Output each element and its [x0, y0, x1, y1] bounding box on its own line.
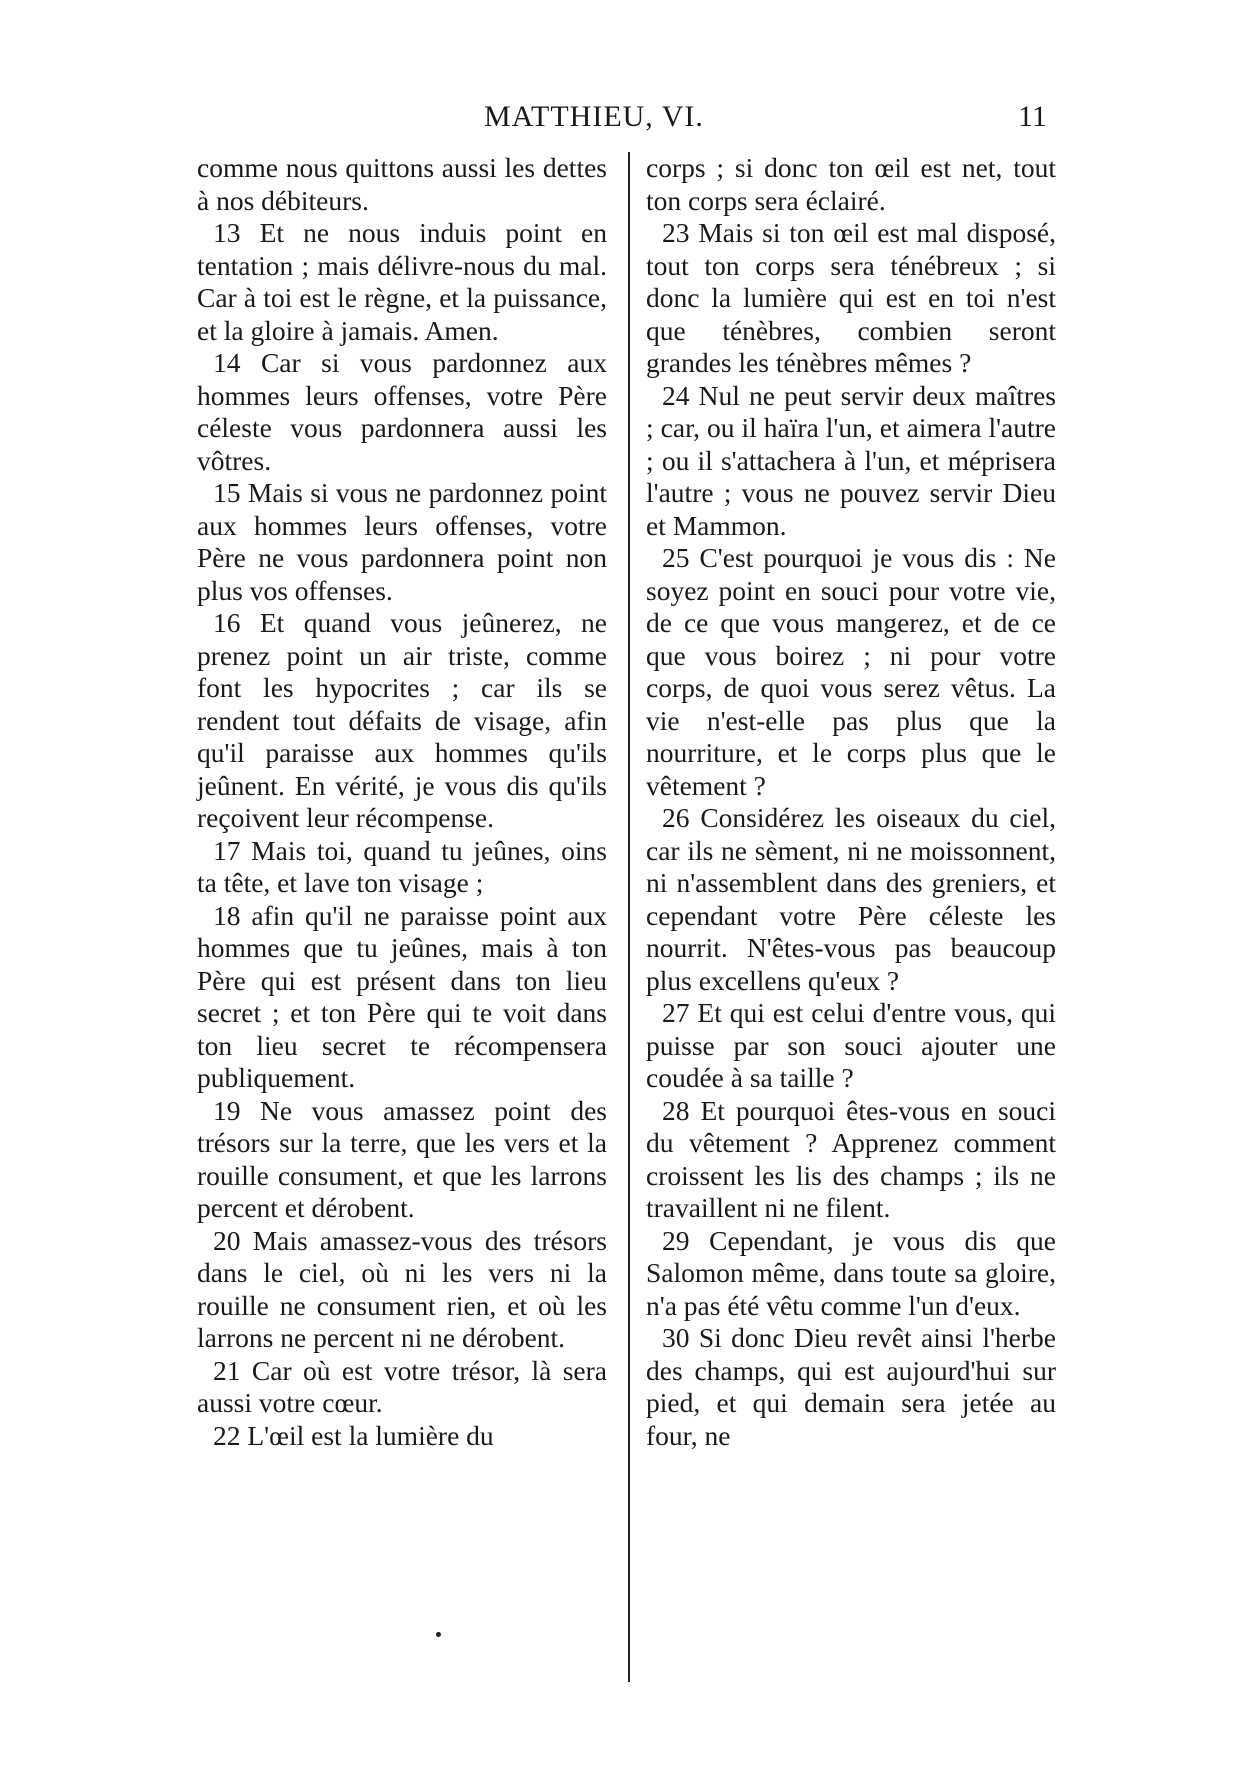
verse-25: 25 C'est pourquoi je vous dis : Ne soyez point en souci pour votre vie, de ce que vous mangerez, et de ce que vous boirez ; ni pour votre corps, de quoi vous serez vêtus. La vie n'est-elle pas plus que la nourriture, et le corps plus que le vêtement ?	[646, 542, 1056, 801]
verse-21: 21 Car où est votre trésor, là sera aussi votre cœur.	[197, 1354, 607, 1418]
verse-23: 23 Mais si ton œil est mal disposé, tout ton corps sera ténébreux ; si donc la lumière qui est en toi n'est que ténèbres, combien seront grandes les ténèbres mêmes ?	[646, 217, 1056, 378]
right-column	[646, 152, 1056, 1452]
verse-20: 20 Mais amassez-vous des trésors dans le ciel, où ni les vers ni la rouille ne consument rien, et où les larrons ne percent ni ne dérobent.	[197, 1224, 607, 1353]
running-header	[0, 100, 1259, 140]
verse-13: 13 Et ne nous induis point en tentation ; mais délivre-nous du mal. Car à toi est le règne, et la puissance, et la gloire à jamais. Amen.	[197, 217, 607, 346]
verse-30-start: 30 Si donc Dieu revêt ainsi l'herbe des champs, qui est aujourd'hui sur pied, et qui demain sera jetée au four, ne	[646, 1322, 1056, 1451]
verse-19: 19 Ne vous amassez point des trésors sur la terre, que les vers et la rouille consument, et que les larrons percent et dérobent.	[197, 1094, 607, 1223]
verse-12-end: comme nous quittons aussi les dettes à nos débiteurs.	[197, 152, 607, 216]
verse-22-end: corps ; si donc ton œil est net, tout ton corps sera éclairé.	[646, 152, 1056, 216]
verse-27: 27 Et qui est celui d'entre vous, qui puisse par son souci ajouter une coudée à sa taille ?	[646, 997, 1056, 1093]
column-divider	[628, 152, 630, 1682]
verse-16: 16 Et quand vous jeûnerez, ne prenez point un air triste, comme font les hypocrites ; car ils se rendent tout défaits de visage, afin qu'il paraisse aux hommes qu'ils jeûnent. En vérité, je vous dis qu'ils reçoivent leur récompense.	[197, 607, 607, 833]
verse-15: 15 Mais si vous ne pardonnez point aux hommes leurs offenses, votre Père ne vous pardonnera point non plus vos offenses.	[197, 477, 607, 606]
verse-29: 29 Cependant, je vous dis que Salomon même, dans toute sa gloire, n'a pas été vêtu comme l'un d'eux.	[646, 1224, 1056, 1321]
verse-28: 28 Et pourquoi êtes-vous en souci du vêtement ? Apprenez comment croissent les lis des champs ; ils ne travaillent ni ne filent.	[646, 1094, 1056, 1223]
verse-22-start: 22 L'œil est la lumière du	[213, 1419, 494, 1451]
verse-24: 24 Nul ne peut servir deux maîtres ; car, ou il haïra l'un, et aimera l'autre ; ou il s'attachera à l'un, et méprisera l'autre ; vous ne pouvez servir Dieu et Mammon.	[646, 379, 1056, 541]
left-column	[197, 152, 607, 1452]
verse-18: 18 afin qu'il ne paraisse point aux hommes que tu jeûnes, mais à ton Père qui est présent dans ton lieu secret ; et ton Père qui te voit dans ton lieu secret te récompensera publiquement.	[197, 899, 607, 1093]
verse-17: 17 Mais toi, quand tu jeûnes, oins ta tête, et lave ton visage ;	[197, 834, 607, 898]
verse-14: 14 Car si vous pardonnez aux hommes leurs offenses, votre Père céleste vous pardonnera aussi les vôtres.	[197, 347, 607, 476]
signature-mark	[436, 1632, 441, 1637]
verse-26: 26 Considérez les oiseaux du ciel, car ils ne sèment, ni ne moissonnent, ni n'assemblent dans des greniers, et cependant votre Père céleste les nourrit. N'êtes-vous pas beaucoup plus excellens qu'eux ?	[646, 802, 1056, 996]
page-number: 11	[1018, 100, 1047, 133]
page-title: MATTHIEU, VI.	[484, 100, 704, 133]
